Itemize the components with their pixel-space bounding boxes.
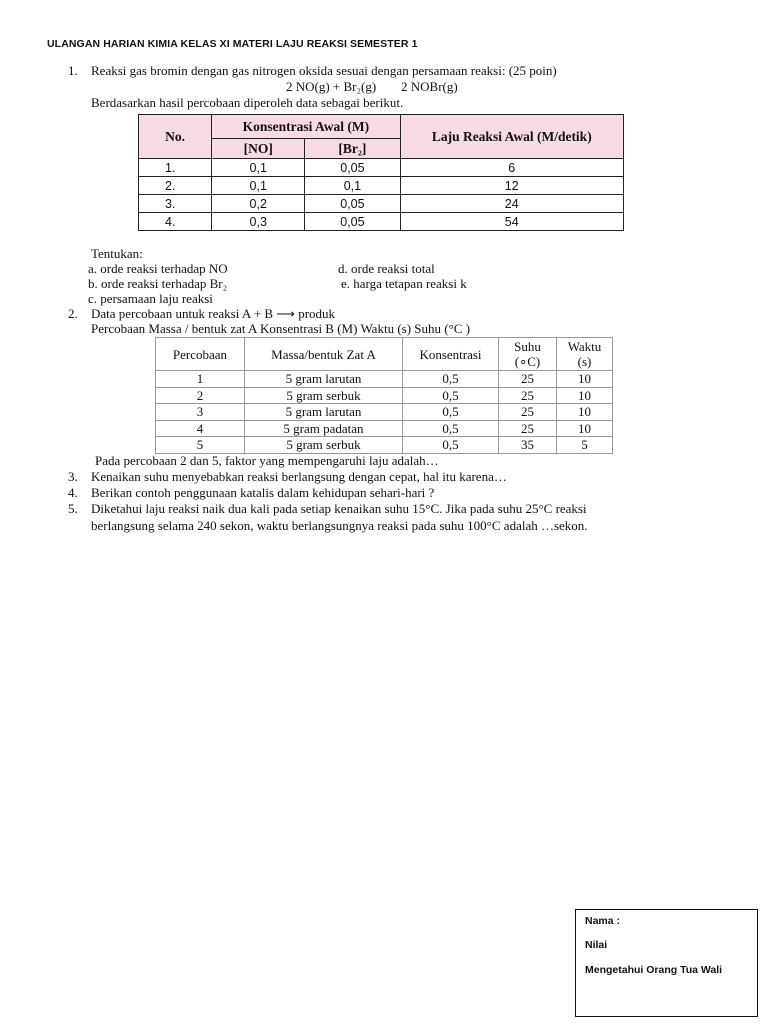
q2-row5-w: 5	[557, 437, 613, 454]
q1-equation-right: 2 NOBr(g)	[401, 79, 458, 94]
q5-number: 5.	[68, 501, 78, 516]
table-row	[139, 213, 624, 231]
q2-row4-s: 25	[499, 420, 557, 437]
q2-row1-m: 5 gram larutan	[245, 371, 403, 388]
q2-row2-k: 0,5	[403, 387, 499, 404]
q1-row4-no: 4.	[139, 213, 212, 231]
table-row	[156, 371, 613, 388]
table-row	[156, 404, 613, 421]
q1-intro: Berdasarkan hasil percobaan diperoleh data sebagai berikut.	[91, 95, 404, 110]
q2-row3-s: 25	[499, 404, 557, 421]
q2-row1-s: 25	[499, 371, 557, 388]
q2-row5-p: 5	[156, 437, 245, 454]
box-nilai: Nilai	[585, 939, 608, 951]
q1-equation-left: 2 NO(g) + Br₂(g)	[286, 79, 377, 94]
q4-number: 4.	[68, 485, 78, 500]
q1-row4-NO: 0,3	[212, 213, 305, 231]
q2-row3-p: 3	[156, 404, 245, 421]
q2-row2-s: 25	[499, 387, 557, 404]
q2-row4-p: 4	[156, 420, 245, 437]
q2-row1-k: 0,5	[403, 371, 499, 388]
table-row	[156, 387, 613, 404]
q1-row1-Br: 0,05	[305, 159, 400, 177]
q2-row5-k: 0,5	[403, 437, 499, 454]
q2-row1-w: 10	[557, 371, 613, 388]
q1-row3-NO: 0,2	[212, 195, 305, 213]
q3-text: Kenaikan suhu menyebabkan reaksi berlangsung dengan cepat, hal itu karena…	[91, 469, 507, 484]
q2-row3-w: 10	[557, 404, 613, 421]
q1-data-table	[138, 114, 624, 231]
q1-option-b: b. orde reaksi terhadap Br₂	[88, 276, 228, 291]
q1-option-e: e. harga tetapan reaksi k	[341, 276, 467, 291]
q2-row3-m: 5 gram larutan	[245, 404, 403, 421]
box-orang-tua: Mengetahui Orang Tua Wali	[585, 964, 723, 976]
q2-col-percobaan: Percobaan	[156, 338, 245, 371]
q2-row5-m: 5 gram serbuk	[245, 437, 403, 454]
q1-row4-rate: 54	[400, 213, 623, 231]
q2-row2-m: 5 gram serbuk	[245, 387, 403, 404]
q2-after-text: Pada percobaan 2 dan 5, faktor yang mempengaruhi laju adalah…	[95, 453, 439, 468]
q1-col-br-sub: [Br₂]	[305, 139, 400, 159]
q2-col-suhu-label: Suhu	[514, 339, 541, 354]
q1-col-no-sub: [NO]	[212, 139, 305, 159]
q2-row4-w: 10	[557, 420, 613, 437]
q2-col-suhu	[499, 338, 557, 371]
q1-row4-Br: 0,05	[305, 213, 400, 231]
q2-col-waktu-unit: (s)	[577, 354, 592, 369]
q2-subtext: Percobaan Massa / bentuk zat A Konsentrasi B (M) Waktu (s) Suhu (°C )	[91, 321, 471, 336]
q1-row1-no: 1.	[139, 159, 212, 177]
q1-row2-Br: 0,1	[305, 177, 400, 195]
q5-line2: berlangsung selama 240 sekon, waktu berlangsungnya reaksi pada suhu 100°C adalah …sekon.	[91, 518, 588, 533]
q2-col-massa: Massa/bentuk Zat A	[245, 338, 403, 371]
q2-col-konsentrasi: Konsentrasi	[403, 338, 499, 371]
q2-row5-s: 35	[499, 437, 557, 454]
signature-box	[575, 909, 758, 1017]
q2-row2-w: 10	[557, 387, 613, 404]
box-nama: Nama :	[585, 915, 621, 927]
q1-col-no: No.	[139, 115, 212, 159]
q2-number: 2.	[68, 306, 78, 321]
q1-row2-rate: 12	[400, 177, 623, 195]
table-row	[139, 159, 624, 177]
table-row	[139, 177, 624, 195]
q1-number: 1.	[68, 63, 78, 78]
q3-number: 3.	[68, 469, 78, 484]
document-heading: ULANGAN HARIAN KIMIA KELAS XI MATERI LAJU REAKSI SEMESTER 1	[47, 38, 418, 50]
table-row	[156, 437, 613, 454]
q1-option-c: c. persamaan laju reaksi	[88, 291, 213, 306]
q1-row1-NO: 0,1	[212, 159, 305, 177]
q1-tentukan: Tentukan:	[91, 246, 143, 261]
q1-text: Reaksi gas bromin dengan gas nitrogen oksida sesuai dengan persamaan reaksi: (25 poin)	[91, 63, 557, 78]
q1-row1-rate: 6	[400, 159, 623, 177]
q2-col-waktu	[557, 338, 613, 371]
q5-line1: Diketahui laju reaksi naik dua kali pada setiap kenaikan suhu 15°C. Jika pada suhu 25°C reaksi	[91, 501, 587, 516]
q4-text: Berikan contoh penggunaan katalis dalam kehidupan sehari-hari ?	[91, 485, 435, 500]
q2-row1-p: 1	[156, 371, 245, 388]
q1-row2-no: 2.	[139, 177, 212, 195]
q2-col-suhu-unit: (∘C)	[514, 354, 541, 369]
q1-row2-NO: 0,1	[212, 177, 305, 195]
q1-col-rate: Laju Reaksi Awal (M/detik)	[400, 115, 623, 159]
q2-row2-p: 2	[156, 387, 245, 404]
table-row	[139, 195, 624, 213]
q2-text: Data percobaan untuk reaksi A + B ⟶ produk	[91, 306, 336, 321]
q1-row3-rate: 24	[400, 195, 623, 213]
q2-row3-k: 0,5	[403, 404, 499, 421]
table-row	[156, 420, 613, 437]
q2-col-waktu-label: Waktu	[567, 339, 602, 354]
q1-row3-Br: 0,05	[305, 195, 400, 213]
q1-option-a: a. orde reaksi terhadap NO	[88, 261, 228, 276]
q2-data-table	[155, 337, 613, 454]
q2-row4-m: 5 gram padatan	[245, 420, 403, 437]
q1-row3-no: 3.	[139, 195, 212, 213]
q1-option-d: d. orde reaksi total	[338, 261, 435, 276]
q2-row4-k: 0,5	[403, 420, 499, 437]
q1-col-conc: Konsentrasi Awal (M)	[212, 115, 400, 139]
